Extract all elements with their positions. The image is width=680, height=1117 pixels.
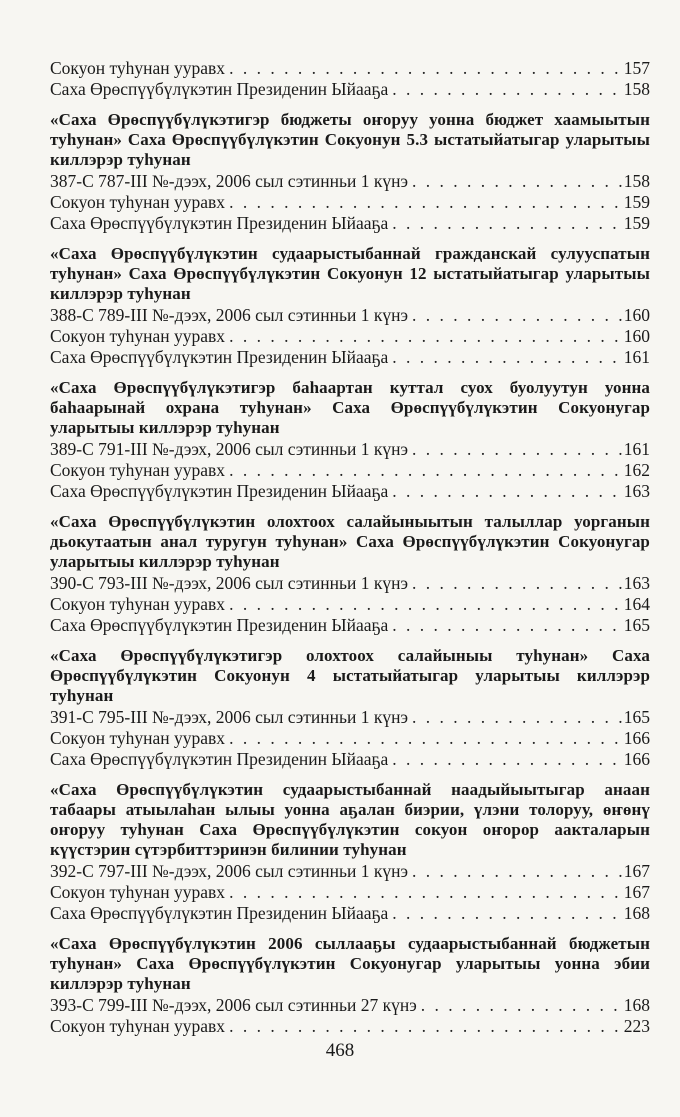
- toc-entry: [50, 213, 650, 234]
- toc-entry: [50, 58, 650, 79]
- leader-dots: [229, 326, 622, 347]
- toc-entry-page: 167: [623, 861, 650, 881]
- toc-entry-label: Сокуон туһунан ууравх: [50, 728, 226, 748]
- toc-entry: [50, 1016, 650, 1037]
- toc-entry-label: 390-С 793-III №-дээх, 2006 сыл сэтинньи 1 күнэ: [50, 573, 408, 593]
- leader-dots: [229, 728, 622, 749]
- toc-entry-label: Саха Өрөспүүбүлүкэтин Президенин Ыйааҕа: [50, 347, 389, 367]
- toc-entry-page: 159: [623, 192, 650, 212]
- toc-entry: [50, 326, 650, 347]
- toc-entry-page: 157: [623, 58, 650, 78]
- toc-entry-label: 387-С 787-III №-дээх, 2006 сыл сэтинньи 1 күнэ: [50, 171, 408, 191]
- toc-section: [50, 646, 650, 770]
- toc-entry-page: 164: [623, 594, 650, 614]
- toc-entry-page: 158: [623, 171, 650, 191]
- leader-dots: [392, 615, 621, 636]
- leader-dots: [229, 1016, 622, 1037]
- toc-entry-label: Сокуон туһунан ууравх: [50, 594, 226, 614]
- toc-entry-page: 165: [623, 707, 650, 727]
- toc-entry: [50, 903, 650, 924]
- toc-entry-label: Сокуон туһунан ууравх: [50, 326, 226, 346]
- leader-dots: [392, 481, 621, 502]
- toc-entry: [50, 728, 650, 749]
- toc-page: [50, 58, 650, 1047]
- toc-section: [50, 110, 650, 234]
- toc-entry-page: 167: [623, 882, 650, 902]
- leader-dots: [392, 903, 621, 924]
- toc-entry: [50, 79, 650, 100]
- page-number: 468: [325, 1040, 355, 1061]
- toc-entry-label: Саха Өрөспүүбүлүкэтин Президенин Ыйааҕа: [50, 481, 389, 501]
- leader-dots: [412, 171, 622, 192]
- section-title: «Саха Өрөспүүбүлүкэтин 2006 сыллааҕы судаарыстыбаннай бюджетын туһунан» Саха Өрөспүүбүлүкэтин Сокуонугар уларытыы уонна эбии киллэрэр туһунан: [50, 934, 650, 993]
- toc-entry-page: 161: [623, 439, 650, 459]
- toc-entry: [50, 192, 650, 213]
- leader-dots: [392, 749, 621, 770]
- toc-entry-label: 389-С 791-III №-дээх, 2006 сыл сэтинньи 1 күнэ: [50, 439, 408, 459]
- toc-section: [50, 934, 650, 1037]
- toc-entry-page: 162: [623, 460, 650, 480]
- toc-entry-label: 392-С 797-III №-дээх, 2006 сыл сэтинньи 1 күнэ: [50, 861, 408, 881]
- leader-dots: [421, 995, 622, 1016]
- toc-entry-label: Саха Өрөспүүбүлүкэтин Президенин Ыйааҕа: [50, 213, 389, 233]
- toc-entry-label: Сокуон туһунан ууравх: [50, 192, 226, 212]
- toc-entry: [50, 861, 650, 882]
- toc-entry: [50, 594, 650, 615]
- toc-section: [50, 378, 650, 502]
- section-title: «Саха Өрөспүүбүлүкэтин олохтоох салайыныытын талыллар уорганын дьокутаатын анал туругун туһунан» Саха Өрөспүүбүлүкэтин Сокуонугар уларытыы киллэрэр туһунан: [50, 512, 650, 571]
- toc-entry-page: 163: [623, 481, 650, 501]
- toc-entry-page: 161: [623, 347, 650, 367]
- section-title: «Саха Өрөспүүбүлүкэтигэр бюджеты оҥоруу уонна бюджет хаамыытын туһунан» Саха Өрөспүүбүлүкэтин Сокуонун 5.3 ыстатыйатыгар уларытыы киллэрэр туһунан: [50, 110, 650, 169]
- section-title: «Саха Өрөспүүбүлүкэтин судаарыстыбаннай гражданскай сулууспатын туһунан» Саха Өрөспүүбүлүкэтин Сокуонун 12 ыстатыйатыгар уларытыы киллэрэр туһунан: [50, 244, 650, 303]
- section-title: «Саха Өрөспүүбүлүкэтигэр баһаартан куттал суох буолуутун уонна баһаарынай охрана туһунан» Саха Өрөспүүбүлүкэтин Сокуонугар уларытыы киллэрэр туһунан: [50, 378, 650, 437]
- toc-entry: [50, 305, 650, 326]
- toc-entry: [50, 171, 650, 192]
- toc-entry-page: 168: [623, 903, 650, 923]
- section-title: «Саха Өрөспүүбүлүкэтигэр олохтоох салайыныы туһунан» Саха Өрөспүүбүлүкэтин Сокуонун 4 ыстатыйатыгар уларытыы киллэрэр туһунан: [50, 646, 650, 705]
- toc-section-top: [50, 58, 650, 100]
- leader-dots: [229, 58, 622, 79]
- leader-dots: [412, 305, 622, 326]
- toc-entry-label: 391-С 795-III №-дээх, 2006 сыл сэтинньи 1 күнэ: [50, 707, 408, 727]
- toc-entry-page: 165: [623, 615, 650, 635]
- leader-dots: [412, 707, 622, 728]
- toc-entry: [50, 347, 650, 368]
- toc-entry-label: Сокуон туһунан ууравх: [50, 1016, 226, 1036]
- toc-entry-label: Саха Өрөспүүбүлүкэтин Президенин Ыйааҕа: [50, 749, 389, 769]
- leader-dots: [392, 347, 621, 368]
- leader-dots: [229, 460, 622, 481]
- toc-entry-page: 160: [623, 326, 650, 346]
- toc-entry-page: 168: [623, 995, 650, 1015]
- toc-entry-label: 393-С 799-III №-дээх, 2006 сыл сэтинньи 27 күнэ: [50, 995, 417, 1015]
- toc-entry-page: 166: [623, 749, 650, 769]
- toc-entry-label: Сокуон туһунан ууравх: [50, 882, 226, 902]
- toc-entry-page: 163: [623, 573, 650, 593]
- toc-entry: [50, 749, 650, 770]
- toc-entry-label: Саха Өрөспүүбүлүкэтин Президенин Ыйааҕа: [50, 79, 389, 99]
- toc-entry-page: 166: [623, 728, 650, 748]
- section-title: «Саха Өрөспүүбүлүкэтин судаарыстыбаннай наадыйыытыгар анаан табаары атыылаһан ылыы уонна аҕалан биэрии, үлэни толоруу, өҥөнү оҥоруу туһунан Саха Өрөспүүбүлүкэтин сокуон оҥорор аакталарын күүстэрин сүтэрбиттэринэн билинии туһунан: [50, 780, 650, 859]
- toc-entry-label: Саха Өрөспүүбүлүкэтин Президенин Ыйааҕа: [50, 615, 389, 635]
- toc-entry: [50, 615, 650, 636]
- leader-dots: [412, 439, 622, 460]
- leader-dots: [229, 192, 622, 213]
- leader-dots: [229, 594, 622, 615]
- leader-dots: [412, 573, 622, 594]
- toc-entry-label: Сокуон туһунан ууравх: [50, 460, 226, 480]
- toc-section: [50, 780, 650, 924]
- toc-section: [50, 512, 650, 636]
- toc-entry-label: 388-С 789-III №-дээх, 2006 сыл сэтинньи 1 күнэ: [50, 305, 408, 325]
- toc-entry-label: Сокуон туһунан ууравх: [50, 58, 226, 78]
- leader-dots: [392, 79, 621, 100]
- toc-entry-label: Саха Өрөспүүбүлүкэтин Президенин Ыйааҕа: [50, 903, 389, 923]
- toc-entry: [50, 439, 650, 460]
- toc-entry: [50, 882, 650, 903]
- toc-entry: [50, 460, 650, 481]
- toc-entry-page: 160: [623, 305, 650, 325]
- toc-entry: [50, 707, 650, 728]
- toc-entry: [50, 573, 650, 594]
- toc-entry: [50, 481, 650, 502]
- toc-section: [50, 244, 650, 368]
- toc-entry-page: 223: [623, 1016, 650, 1036]
- toc-entry-page: 159: [623, 213, 650, 233]
- leader-dots: [412, 861, 622, 882]
- toc-entry: [50, 995, 650, 1016]
- toc-entry-page: 158: [623, 79, 650, 99]
- leader-dots: [392, 213, 621, 234]
- leader-dots: [229, 882, 622, 903]
